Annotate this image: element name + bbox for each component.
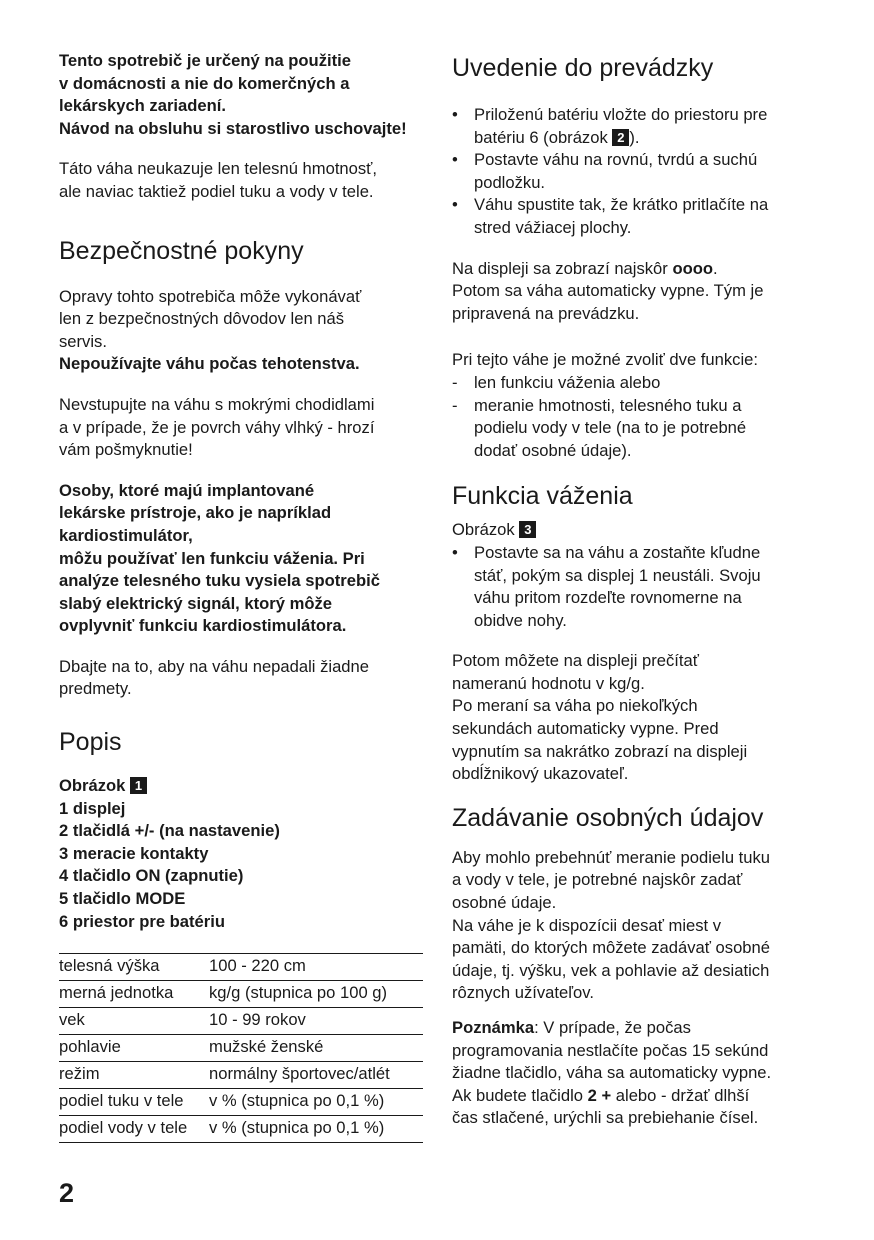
note-l4-key: 2 + — [587, 1085, 612, 1105]
table-row — [59, 954, 423, 981]
list-item — [452, 542, 824, 632]
intro-bold-l3: lekárskych zariadení. — [59, 96, 226, 116]
table-row — [59, 1008, 423, 1035]
safety-p1-l3: servis. — [59, 331, 107, 351]
weigh-p-l4: sekundách automaticky vypne. Pred — [452, 719, 719, 739]
spec-value: mužské ženské — [209, 1035, 423, 1062]
bullet-icon: • — [452, 542, 458, 562]
safety-p4-l2: predmety. — [59, 679, 132, 699]
spec-key: podiel tuku v tele — [59, 1089, 209, 1116]
bullet-icon: • — [452, 195, 458, 215]
startup-b2-l1: Postavte váhu na rovnú, tvrdú a suchú — [474, 150, 758, 170]
safety-p2-l2: a v prípade, že je povrch váhy vlhký - hrozí — [59, 417, 375, 437]
intro-text-l2: ale naviac taktiež podiel tuku a vody v tele. — [59, 181, 374, 201]
spec-key: podiel vody v tele — [59, 1116, 209, 1143]
weigh-p-l3: Po meraní sa váha po niekoľkých — [452, 696, 698, 716]
startup-title: Uvedenie do prevádzky — [452, 54, 714, 82]
table-row — [59, 981, 423, 1008]
table-row — [59, 1035, 423, 1062]
spec-key: pohlavie — [59, 1035, 209, 1062]
func-intro: Pri tejto váhe je možné zvoliť dve funkcie: — [452, 350, 758, 370]
display-p-l2: Potom sa váha automaticky vypne. Tým je — [452, 281, 764, 301]
weigh-b1-l1: Postavte sa na váhu a zostaňte kľudne — [474, 542, 761, 562]
safety-p3-l6: slabý elektrický signál, ktorý môže — [59, 593, 333, 613]
bullet-icon: • — [452, 150, 458, 170]
func-d2-l1: meranie hmotnosti, telesného tuku a — [474, 395, 742, 415]
list-item — [452, 372, 824, 395]
safety-p2-l3: vám pošmyknutie! — [59, 440, 193, 460]
startup-b1-end: ). — [629, 127, 640, 147]
popis-title: Popis — [59, 728, 122, 757]
list-item — [452, 104, 824, 149]
page-number: 2 — [59, 1178, 75, 1208]
weigh-p-l2: nameranú hodnotu v kg/g. — [452, 673, 645, 693]
spec-value: kg/g (stupnica po 100 g) — [209, 981, 423, 1008]
display-end: . — [713, 258, 718, 278]
safety-title: Bezpečnostné pokyny — [59, 236, 304, 265]
popis-item-2: 2 tlačidlá +/- (na nastavenie) — [59, 821, 280, 841]
spec-key: telesná výška — [59, 954, 209, 981]
intro-bold-l2: v domácnosti a nie do komerčných a — [59, 73, 350, 93]
display-text: Na displeji sa zobrazí najskôr — [452, 258, 668, 278]
table-row — [59, 1062, 423, 1089]
weigh-b1-l4: obidve nohy. — [474, 610, 567, 630]
dash-icon: - — [452, 395, 458, 415]
safety-p1-l2: len z bezpečnostných dôvodov len náš — [59, 309, 345, 329]
display-p-l1 — [452, 258, 824, 281]
personal-title: Zadávanie osobných údajov — [452, 803, 764, 832]
note-l5: čas stlačené, urýchli sa prebiehanie čísel. — [452, 1108, 759, 1128]
personal-p-l3: osobné údaje. — [452, 893, 557, 913]
safety-p2-l1: Nevstupujte na váhu s mokrými chodidlami — [59, 394, 375, 414]
note-l4-pre: Ak budete tlačidlo — [452, 1085, 583, 1105]
personal-p-l1: Aby mohlo prebehnúť meranie podielu tuku — [452, 847, 771, 867]
weigh-b1-l3: váhu pritom rozdeľte rovnomerne na — [474, 588, 742, 608]
func-d2-l3: dodať osobné údaje). — [474, 440, 632, 460]
startup-b1-l2: batériu 6 (obrázok — [474, 127, 608, 147]
spec-value: 100 - 220 cm — [209, 954, 423, 981]
startup-list — [452, 104, 824, 240]
left-column — [59, 50, 425, 1143]
func-d2-l2: podielu vody v tele (na to je potrebné — [474, 418, 747, 438]
spec-key: vek — [59, 1008, 209, 1035]
display-code: oooo — [672, 258, 713, 278]
note-l4-end: alebo - držať dlhší — [615, 1085, 750, 1105]
personal-p-l7: rôznych užívateľov. — [452, 983, 594, 1003]
safety-p3-l7: ovplyvniť funkciu kardiostimulátora. — [59, 616, 347, 636]
note-l1 — [452, 1017, 824, 1040]
note-l1-text: : V prípade, že počas — [534, 1018, 691, 1037]
popis-item-6: 6 priestor pre batériu — [59, 911, 225, 931]
weigh-p-l6: obdĺžnikový ukazovateľ. — [452, 764, 629, 784]
spec-value: 10 - 99 rokov — [209, 1008, 423, 1035]
list-item — [452, 194, 824, 239]
right-column — [452, 50, 824, 1130]
spec-key: režim — [59, 1062, 209, 1089]
bullet-icon: • — [452, 105, 458, 124]
table-row — [59, 1116, 423, 1143]
personal-p-l2: a vody v tele, je potrebné najskôr zadať — [452, 870, 743, 890]
weigh-title: Funkcia váženia — [452, 482, 633, 511]
figure-label: Obrázok — [59, 776, 126, 796]
table-row — [59, 1089, 423, 1116]
safety-p4-l1: Dbajte na to, aby na váhu nepadali žiadne — [59, 656, 369, 676]
spec-key: merná jednotka — [59, 981, 209, 1008]
weigh-p-l1: Potom môžete na displeji prečítať — [452, 651, 699, 671]
personal-p-l4: Na váhe je k dispozícii desať miest v — [452, 915, 722, 935]
dash-icon: - — [452, 372, 458, 392]
spec-table — [59, 953, 423, 1143]
list-item — [452, 395, 824, 463]
personal-p-l6: údaje, tj. výšku, vek a pohlavie až desiatich — [452, 960, 770, 980]
weigh-p-l5: vypnutím sa nakrátko zobrazí na displeji — [452, 741, 748, 761]
popis-item-1: 1 displej — [59, 798, 126, 818]
popis-item-3: 3 meracie kontakty — [59, 843, 209, 863]
figure-number-badge: 1 — [130, 777, 147, 794]
safety-pregnancy-warning: Nepoužívajte váhu počas tehotenstva. — [59, 354, 360, 374]
startup-b3-l1: Váhu spustite tak, že krátko pritlačíte na — [474, 195, 769, 215]
figure-number-badge: 2 — [612, 129, 629, 146]
note-l4 — [452, 1085, 824, 1108]
safety-p3-l4: môžu používať len funkciu váženia. Pri — [59, 548, 365, 568]
popis-figure-ref — [59, 775, 425, 798]
safety-p3-l3: kardiostimulátor, — [59, 525, 193, 545]
display-p-l3: pripravená na prevádzku. — [452, 303, 640, 323]
safety-p1-l1: Opravy tohto spotrebiča môže vykonávať — [59, 286, 362, 306]
note-l2: programovania nestlačíte počas 15 sekúnd — [452, 1040, 769, 1060]
note-l3: žiadne tlačidlo, váha sa automaticky vypne. — [452, 1063, 772, 1083]
func-d1: len funkciu váženia alebo — [474, 372, 661, 392]
spec-value: normálny športovec/atlét — [209, 1062, 423, 1089]
weigh-list — [452, 542, 824, 632]
startup-b3-l2: stred vážiacej plochy. — [474, 217, 632, 237]
safety-p3-l2: lekárske prístroje, ako je napríklad — [59, 503, 332, 523]
figure-label: Obrázok — [452, 520, 515, 540]
figure-number-badge: 3 — [519, 521, 536, 538]
note-label: Poznámka — [452, 1018, 535, 1037]
weigh-figure-ref — [452, 519, 824, 542]
list-item — [452, 149, 824, 194]
spec-value: v % (stupnica po 0,1 %) — [209, 1116, 423, 1143]
spec-value: v % (stupnica po 0,1 %) — [209, 1089, 423, 1116]
intro-bold-l4: Návod na obsluhu si starostlivo uschovajte! — [59, 118, 407, 138]
intro-bold-l1: Tento spotrebič je určený na použitie — [59, 51, 351, 70]
safety-p3-l1: Osoby, ktoré majú implantované — [59, 480, 315, 500]
weigh-b1-l2: stáť, pokým sa displej 1 neustáli. Svoju — [474, 565, 761, 585]
intro-text-l1: Táto váha neukazuje len telesnú hmotnosť, — [59, 159, 378, 179]
personal-p-l5: pamäti, do ktorých môžete zadávať osobné — [452, 938, 770, 958]
startup-b1-l1: Priloženú batériu vložte do priestoru pre — [474, 105, 768, 124]
startup-b2-l2: podložku. — [474, 172, 546, 192]
popis-item-4: 4 tlačidlo ON (zapnutie) — [59, 866, 244, 886]
popis-item-5: 5 tlačidlo MODE — [59, 889, 186, 909]
func-list — [452, 372, 824, 462]
safety-p3-l5: analýze telesného tuku vysiela spotrebič — [59, 571, 380, 591]
